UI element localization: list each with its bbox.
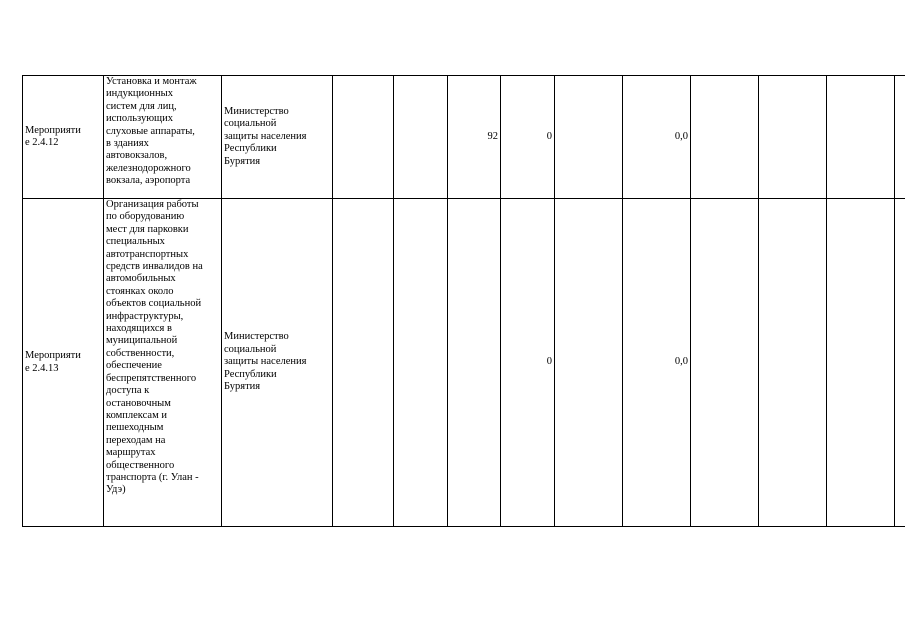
measure-name-line: обеспечение bbox=[106, 360, 162, 372]
value-cell bbox=[895, 76, 905, 199]
measure-name-line: маршрутах bbox=[106, 447, 156, 459]
value-cell bbox=[555, 199, 623, 527]
measure-name-line: Удэ) bbox=[106, 484, 126, 496]
measure-name-line: мест для парковки bbox=[106, 223, 189, 235]
measure-name-line: железнодорожного bbox=[106, 162, 191, 174]
measure-name-line: доступа к bbox=[106, 385, 150, 397]
table-row bbox=[23, 76, 905, 199]
value-cell bbox=[394, 199, 448, 527]
executor-line: Республики bbox=[224, 368, 277, 380]
measure-name-line: использующих bbox=[106, 113, 174, 125]
measure-name-line: автотранспортных bbox=[106, 248, 189, 260]
measure-code-line: е 2.4.13 bbox=[25, 362, 59, 374]
value-cell bbox=[691, 199, 759, 527]
measure-name-line: инфраструктуры, bbox=[106, 310, 184, 322]
measure-name-line: находящихся в bbox=[106, 323, 172, 335]
measure-name-line: стоянках около bbox=[106, 285, 174, 297]
measure-name-cell bbox=[104, 76, 222, 199]
executor-line: Бурятия bbox=[224, 381, 261, 393]
amount-cell: 0,0 bbox=[623, 76, 691, 199]
value-cell bbox=[691, 76, 759, 199]
value-cell bbox=[394, 76, 448, 199]
measure-name-line: в зданиях bbox=[106, 138, 149, 150]
value-cell: 92 bbox=[448, 76, 501, 199]
executor-line: Республики bbox=[224, 143, 277, 155]
measure-name-line: специальных bbox=[106, 236, 165, 248]
measure-name-cell bbox=[104, 199, 222, 527]
measure-name-line: систем для лиц, bbox=[106, 100, 177, 112]
executor-cell bbox=[222, 199, 333, 527]
measure-name-line: общественного bbox=[106, 459, 175, 471]
measure-name-line: собственности, bbox=[106, 347, 175, 359]
program-measures-table bbox=[22, 75, 905, 527]
measure-code-cell bbox=[23, 199, 104, 527]
executor-line: защиты населения bbox=[224, 356, 307, 368]
measure-name-line: автомобильных bbox=[106, 273, 176, 285]
measure-name-line: объектов социальной bbox=[106, 298, 202, 310]
measure-name-line: слуховые аппараты, bbox=[106, 125, 195, 137]
measure-code-line: е 2.4.12 bbox=[25, 137, 59, 148]
measure-code-line: Мероприяти bbox=[25, 350, 81, 362]
value-cell bbox=[333, 76, 394, 199]
measure-name-line: муниципальной bbox=[106, 335, 178, 347]
executor-line: Бурятия bbox=[224, 155, 261, 167]
measure-name-line: транспорта (г. Улан - bbox=[106, 471, 199, 483]
measure-code-cell bbox=[23, 76, 104, 199]
measure-name-line: комплексам и bbox=[106, 409, 167, 421]
table-row bbox=[23, 199, 905, 527]
measure-name-line: пешеходным bbox=[106, 422, 164, 434]
executor-line: Министерство bbox=[224, 105, 289, 117]
value-cell bbox=[827, 199, 895, 527]
value-cell: 0 bbox=[501, 199, 555, 527]
value-cell: 0 bbox=[501, 76, 555, 199]
value-cell bbox=[759, 199, 827, 527]
value-cell bbox=[555, 76, 623, 199]
measure-name-line: по оборудованию bbox=[106, 211, 185, 223]
executor-line: социальной bbox=[224, 118, 277, 130]
executor-line: социальной bbox=[224, 343, 277, 355]
measure-name-line: Установка и монтаж bbox=[106, 76, 197, 87]
executor-line: Министерство bbox=[224, 331, 289, 343]
executor-line: защиты населения bbox=[224, 130, 307, 142]
amount-cell: 0,0 bbox=[623, 199, 691, 527]
measure-name-line: автовокзалов, bbox=[106, 150, 168, 162]
value-cell bbox=[759, 76, 827, 199]
measure-name-line: индукционных bbox=[106, 88, 173, 100]
measure-code-line: Мероприяти bbox=[25, 124, 81, 136]
value-cell bbox=[448, 199, 501, 527]
measure-name-line: переходам на bbox=[106, 434, 166, 446]
measure-name-line: средств инвалидов на bbox=[106, 261, 203, 273]
value-cell bbox=[895, 199, 905, 527]
measure-name-line: остановочным bbox=[106, 397, 171, 409]
executor-cell bbox=[222, 76, 333, 199]
value-cell bbox=[827, 76, 895, 199]
value-cell bbox=[333, 199, 394, 527]
measure-name-line: вокзала, аэропорта bbox=[106, 175, 191, 187]
measure-name-line: Организация работы bbox=[106, 199, 199, 210]
measure-name-line: беспрепятственного bbox=[106, 372, 197, 384]
